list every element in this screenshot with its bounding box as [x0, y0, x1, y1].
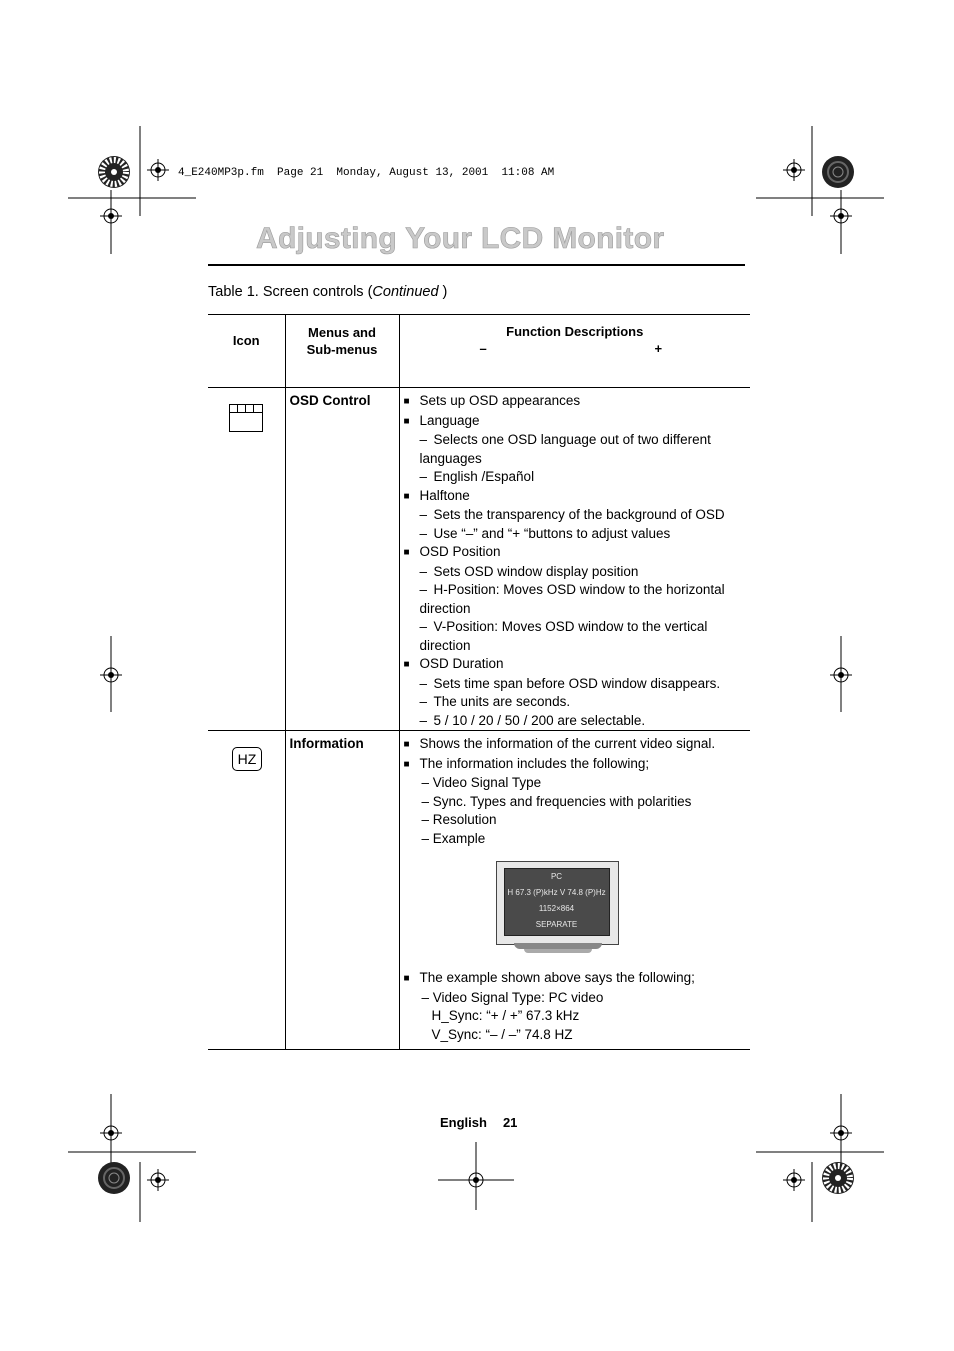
sub-item: H_Sync: “+ / +” 67.3 kHz [431, 1008, 580, 1023]
sub-item: – Sync. Types and frequencies with polarities [421, 793, 692, 809]
info-desc-cell [399, 731, 750, 1050]
sub-item: – 5 / 10 / 20 / 50 / 200 are selectable. [404, 712, 751, 731]
hz-icon: HZ [232, 747, 262, 771]
menu-name-osd-control: OSD Control [289, 393, 371, 408]
title-rule [208, 264, 745, 266]
osd-desc-cell [399, 388, 750, 731]
osd-control-icon [229, 404, 263, 432]
monitor-screen [504, 868, 610, 936]
info-menu-cell [285, 731, 399, 1050]
page-number: 21 [502, 1115, 518, 1130]
table-row [208, 388, 750, 731]
bullet-item: ■ OSD Position [404, 543, 751, 563]
table-caption: Table 1. Screen controls (Continued ) [208, 284, 448, 300]
osd-menu-cell [285, 388, 399, 731]
bullet-item: ■ Language [404, 412, 751, 432]
table-header-row [208, 315, 750, 388]
sub-item: – Example [421, 830, 486, 846]
screen-controls-table [208, 314, 750, 1050]
bullet-item: ■ Halftone [404, 487, 751, 507]
bullet-item: ■ The example shown above says the following; [404, 969, 751, 989]
menu-name-information: Information [289, 736, 364, 751]
info-description [400, 731, 751, 848]
page-title: Adjusting Your LCD Monitor [256, 222, 665, 255]
info-icon-cell [208, 731, 285, 1050]
header-menus: Menus and Sub-menus [285, 315, 399, 388]
monitor-illustration [496, 861, 624, 957]
table-row [208, 731, 750, 1050]
sub-item: – The units are seconds. [404, 693, 751, 712]
bullet-item: ■ OSD Duration [404, 655, 751, 675]
header-function: Function Descriptions – + [399, 315, 750, 388]
file-slug: 4_E240MP3p.fm Page 21 Monday, August 13, 2001 11:08 AM [178, 167, 555, 179]
monitor-osd-line: 1152×864 [538, 904, 575, 913]
footer-language: English [440, 1115, 487, 1130]
sub-item: – H-Position: Moves OSD window to the horizontal direction [404, 581, 751, 618]
monitor-osd-line: SEPARATE [535, 920, 578, 929]
sub-item: V_Sync: “– / –” 74.8 HZ [431, 1026, 573, 1042]
info-example-description [400, 969, 751, 1044]
sub-item: – Resolution [421, 812, 497, 827]
monitor-osd-line: PC [550, 872, 563, 881]
sub-item: – English /Español [404, 468, 751, 487]
bullet-item: ■ The information includes the following; [404, 755, 751, 775]
sub-item: – Use “–” and “+ “buttons to adjust values [404, 525, 751, 544]
sub-item: – V-Position: Moves OSD window to the vertical direction [404, 618, 751, 655]
bullet-item: ■ Shows the information of the current video signal. [404, 735, 751, 755]
page-footer [440, 1115, 517, 1130]
header-icon: Icon [208, 315, 285, 388]
osd-description [400, 388, 751, 730]
sub-item: – Video Signal Type [421, 775, 542, 790]
bullet-item: ■ Sets up OSD appearances [404, 392, 751, 412]
osd-icon-cell [208, 388, 285, 731]
plus-sign: + [654, 341, 663, 356]
minus-sign: – [479, 341, 487, 356]
sub-item: – Video Signal Type: PC video [421, 989, 604, 1005]
sub-item: – Sets time span before OSD window disappears. [404, 675, 751, 694]
sub-item: – Sets OSD window display position [404, 563, 751, 582]
sub-item: – Sets the transparency of the background of OSD [404, 506, 751, 525]
sub-item: – Selects one OSD language out of two different languages [404, 431, 751, 468]
monitor-osd-line: H 67.3 (P)kHz V 74.8 (P)Hz [507, 888, 606, 897]
